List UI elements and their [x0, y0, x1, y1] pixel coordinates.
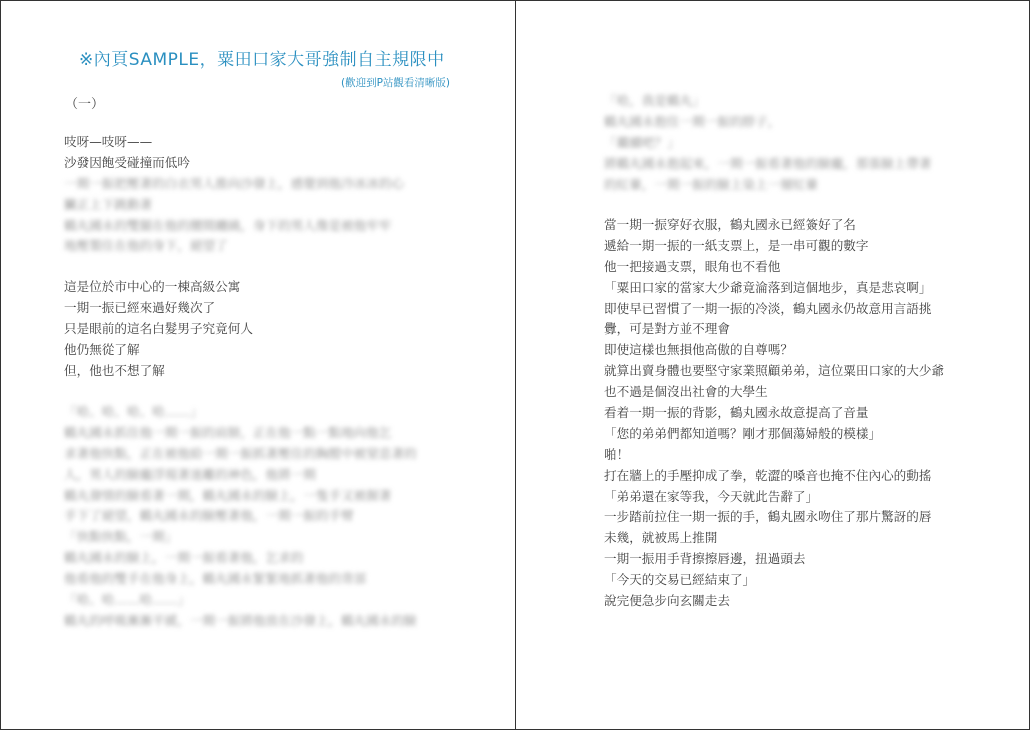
text-line: 也不過是個沒出社會的大學生 — [604, 384, 768, 400]
text-line: 「哈，我是鶴丸」 — [604, 93, 705, 108]
text-line: 但，他也不想了解 — [64, 362, 165, 378]
text-line: 即使早已習慣了一期一振的冷淡，鶴丸國永仍故意用言語挑 — [604, 300, 932, 316]
text-line: 鶴丸國永的臉上，一期一振看著他，乞求的 — [64, 550, 304, 566]
text-line: 就算出賣身體也要堅守家業照顧弟弟，這位粟田口家的大少爺 — [604, 363, 945, 379]
text-line: 「快點快點，一期」 — [64, 529, 178, 545]
text-line: 「今天的交易已經結束了」 — [604, 572, 756, 588]
text-line: 一期一振已經來過好幾次了 — [64, 299, 216, 315]
text-line: 一步踏前拉住一期一振的手，鶴丸國永吻住了那片驚訝的唇 — [604, 509, 932, 525]
text-line: 看着一期一振的背影，鶴丸國永故意提高了音量 — [604, 405, 869, 421]
text-line: 沙發因飽受碰撞而低吟 — [64, 154, 190, 170]
text-line: 說完便急步向玄關走去 — [604, 593, 730, 609]
text-line: 未幾，就被馬上推開 — [604, 530, 718, 546]
right-para-2 — [604, 215, 944, 612]
text-line: 鶴丸的呼吸漸漸平緩，一期一振將他放在沙發上，鶴丸國永的臉 — [64, 612, 417, 628]
sample-title: ※內頁SAMPLE，粟田口家大哥強制自主規限中 — [79, 50, 445, 70]
text-line: 鶴丸國永抱住一期一振的脖子， — [604, 113, 781, 129]
text-line: 人，男人的臉龐浮現著迷離的神色，他將一期 — [64, 466, 316, 482]
text-line: 鶴丸國永的雙腿在他的腰間纏繞，身下的男人像是被他牢牢 — [64, 217, 392, 233]
left-para-2 — [64, 277, 253, 381]
text-line: 一期一振把壓著的白衣男人推向沙發上，感覺到他冷冰冰的心 — [64, 175, 405, 191]
text-line: 一期一振用手背擦擦唇邊，扭過頭去 — [604, 551, 806, 567]
left-para-1 — [64, 132, 404, 257]
blurred-text — [64, 402, 417, 632]
text-line: 當一期一振穿好衣服，鶴丸國永已經簽好了名 — [604, 217, 856, 232]
text-line: 只是眼前的這名白髮男子究竟何人 — [64, 320, 253, 336]
text-line: 吱呀—吱呀—— — [64, 134, 153, 149]
text-line: 啪！ — [604, 446, 630, 462]
right-page — [516, 1, 1029, 729]
blurred-text — [604, 91, 931, 195]
text-line: 他看他的雙手在他身上，鶴丸國永緊緊地抓著他的背部 — [64, 571, 367, 587]
text-line: 鶴丸發情的臉看著一期，鶴丸國永的臉上，一隻手又被握著 — [64, 487, 392, 503]
text-line: 這是位於市中心的一棟高級公寓 — [64, 279, 241, 294]
text-line: 釁，可是對方並不理會 — [604, 321, 730, 337]
chapter-heading: （一） — [65, 97, 105, 112]
text-line: 「弟弟還在家等我，今天就此告辭了」 — [604, 488, 819, 504]
sample-subtitle: (歡迎到P站觀看清晰版) — [341, 77, 451, 89]
text-line: 他仍無從了解 — [64, 341, 140, 357]
text-line: 打在牆上的手壓抑成了拳，乾澀的嗓音也掩不住內心的動搖 — [604, 467, 932, 483]
text-line: 「繼續吧？」 — [604, 134, 680, 150]
text-line: 臟正上下跳動著 — [64, 196, 153, 212]
text-line: 「您的弟弟們都知道嗎？剛才那個蕩婦般的模樣」 — [604, 425, 882, 441]
text-line: 即使這樣也無損他高傲的自尊嗎？ — [604, 342, 793, 358]
text-line: 鶴丸國永抓住他一期一振的肩膀，正在他一點一點地向他乞 — [64, 424, 392, 440]
text-line: 手下了絕望，鶴丸國永的臉壓著他，一期一振的手臂 — [64, 508, 354, 524]
text-line: 將鶴丸國永抱起來，一期一振看著他的臉龐，那張臉上帶著 — [604, 155, 932, 171]
text-line: 「粟田口家的當家大少爺竟淪落到這個地步，真是悲哀啊」 — [604, 279, 932, 295]
text-line: 「哈、哈、哈、哈……」 — [64, 404, 203, 419]
text-line: 地壓製住在他的身下，絕望了 — [64, 238, 228, 254]
text-line: 「哈、哈……哈……」 — [64, 592, 190, 608]
left-page — [1, 1, 515, 729]
text-line: 遞給一期一振的一紙支票上，是一串可觀的數字 — [604, 237, 869, 253]
text-line: 他一把接過支票，眼角也不看他 — [604, 258, 781, 274]
blurred-text — [64, 174, 404, 258]
text-line: 求著他快點，正在被他給一期一振抓著壓住的胸膛中被窒息著的 — [64, 445, 417, 461]
text-line: 的紅暈，一期一振的臉上染上一層紅暈 — [604, 176, 819, 192]
